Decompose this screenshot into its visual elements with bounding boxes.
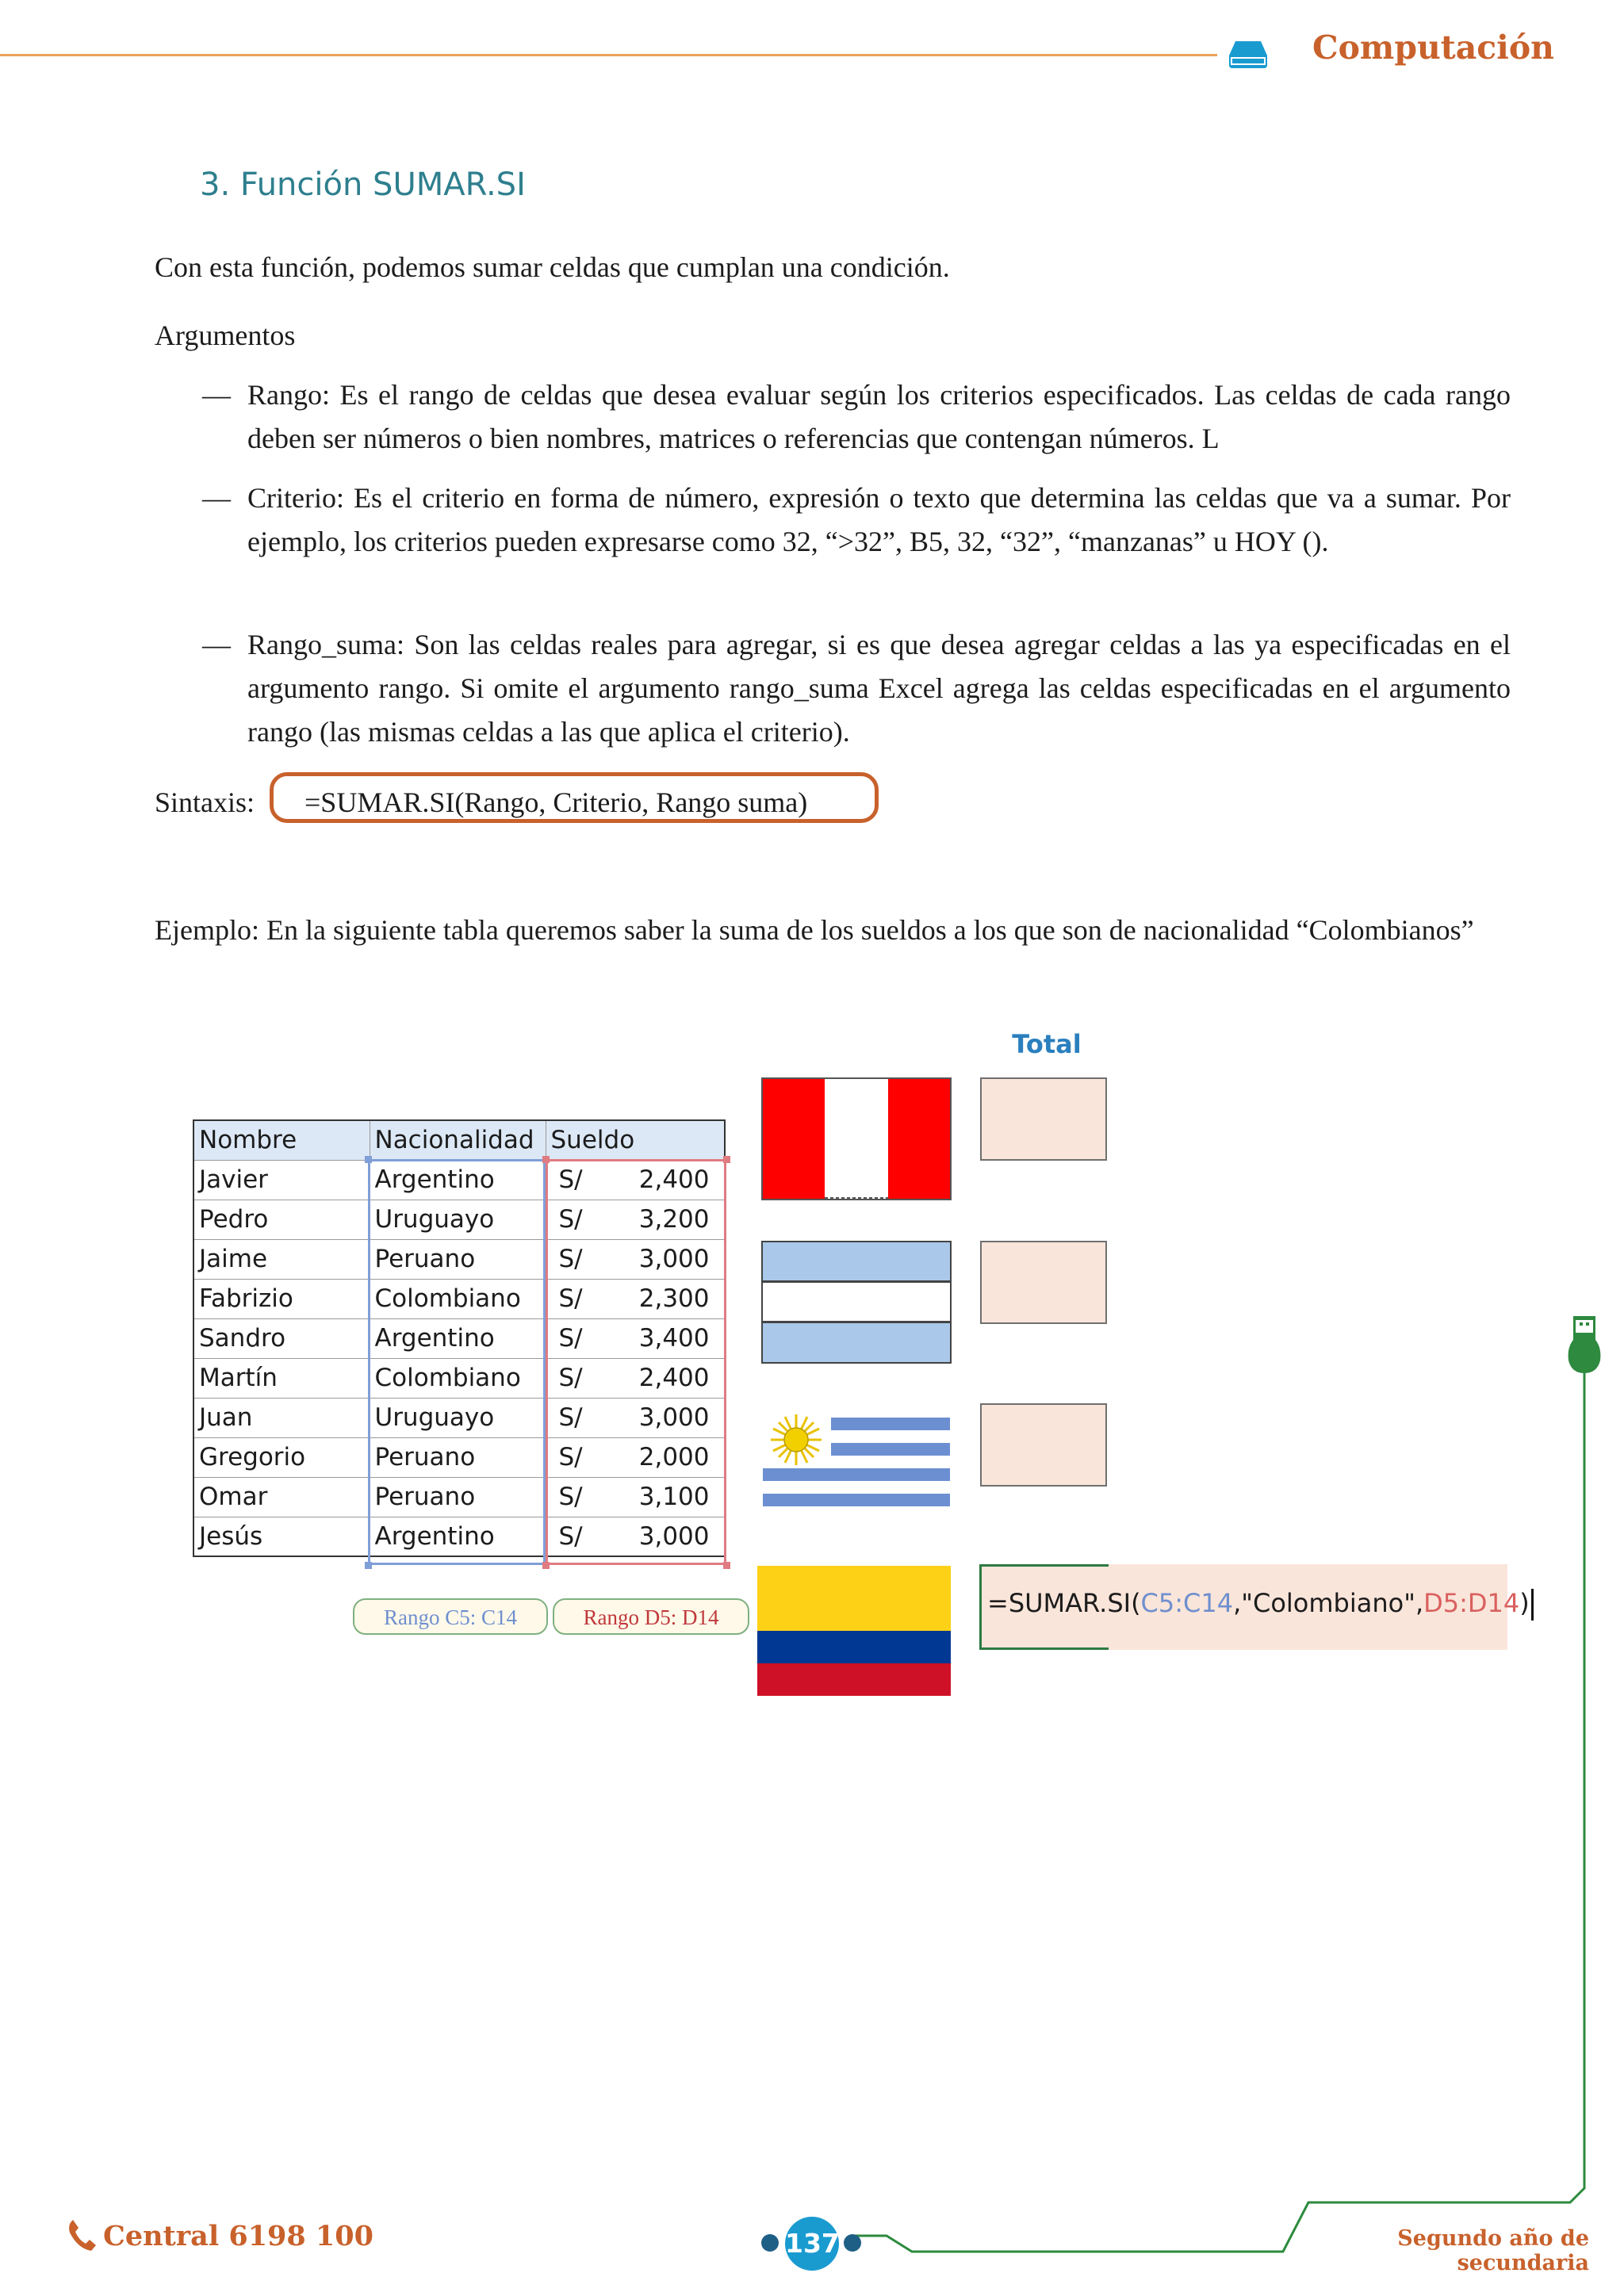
item-dash: — <box>202 629 231 660</box>
currency: S/ <box>558 1245 583 1273</box>
cell-nombre: Fabrizio <box>193 1279 370 1318</box>
cell-nacionalidad: Peruano <box>370 1239 546 1279</box>
cell-nombre: Juan <box>193 1398 370 1437</box>
formula-range-d: D5:D14 <box>1423 1588 1520 1618</box>
argumentos-label: Argumentos <box>155 320 296 351</box>
page-number: 137 <box>785 2217 839 2271</box>
cell-nombre: Jesús <box>193 1517 370 1556</box>
currency: S/ <box>558 1403 583 1432</box>
selection-handle <box>723 1562 730 1569</box>
cell-nombre: Omar <box>193 1477 370 1517</box>
total-cell-peru[interactable] <box>980 1077 1107 1161</box>
argument-item-criterio <box>202 476 1511 564</box>
flag-peru-icon <box>761 1077 952 1200</box>
cell-nombre: Pedro <box>193 1200 370 1239</box>
range-d5-d14-selection <box>546 1159 726 1565</box>
ejemplo-text: Ejemplo: En la siguiente tabla queremos saber la suma de los sueldos a los que son de nacionalidad “Colombianos” <box>155 914 1474 946</box>
cell-nombre: Martín <box>193 1358 370 1398</box>
drive-icon <box>1228 38 1269 70</box>
item-dash: — <box>202 482 231 514</box>
total-cell-uruguay[interactable] <box>980 1403 1107 1487</box>
cell-nacionalidad: Uruguayo <box>370 1200 546 1239</box>
header-nacionalidad: Nacionalidad <box>370 1120 546 1160</box>
flag-argentina-icon <box>761 1241 952 1364</box>
cell-nacionalidad: Colombiano <box>370 1358 546 1398</box>
page-dot-left <box>761 2234 779 2252</box>
currency: S/ <box>558 1443 583 1471</box>
amount: 3,100 <box>638 1483 710 1511</box>
amount: 3,400 <box>638 1324 710 1353</box>
total-cell-argentina[interactable] <box>980 1241 1107 1324</box>
header-title: Computación <box>1312 29 1554 67</box>
selection-handle <box>723 1156 730 1163</box>
range-label-blue: Rango C5: C14 <box>353 1598 548 1635</box>
footer-grade: Segundo año de secundaria <box>1397 2226 1589 2275</box>
currency: S/ <box>558 1364 583 1392</box>
total-label: Total <box>1012 1029 1082 1059</box>
item-text: Criterio: Es el criterio en forma de número, expresión o texto que determina las celdas que va a sumar. Por ejemplo, los criterios pueden expresarse como 32, “>32”, B5, 32, “32”, “manzanas” u HOY (). <box>247 482 1511 557</box>
amount: 3,000 <box>638 1245 710 1273</box>
cell-nacionalidad: Argentino <box>370 1160 546 1200</box>
cell-nacionalidad: Peruano <box>370 1437 546 1477</box>
item-text: Rango_suma: Son las celdas reales para agregar, si es que desea agregar celdas a las ya especificadas en el argumento rango. Si omite el argumento rango_suma Excel agrega las celdas especificadas en el argumento rango (las mismas celdas a las que aplica el criterio). <box>247 629 1511 748</box>
cell-nacionalidad: Argentino <box>370 1318 546 1358</box>
section-title: 3. Función SUMAR.SI <box>200 166 526 203</box>
amount: 3,200 <box>638 1205 710 1234</box>
currency: S/ <box>558 1521 583 1551</box>
flag-uruguay-icon <box>761 1403 952 1526</box>
formula-range-c: C5:C14 <box>1140 1588 1234 1618</box>
selection-handle <box>365 1562 372 1569</box>
amount: 2,300 <box>638 1284 710 1313</box>
header-nombre: Nombre <box>193 1120 370 1160</box>
argument-item-rango <box>202 373 1511 461</box>
amount: 2,400 <box>638 1364 710 1392</box>
cell-nacionalidad: Peruano <box>370 1477 546 1517</box>
amount: 3,000 <box>638 1403 710 1432</box>
sintaxis-formula: =SUMAR.SI(Rango, Criterio, Rango suma) <box>304 786 808 818</box>
amount: 2,000 <box>638 1443 710 1471</box>
page-dot-right <box>844 2234 861 2252</box>
header-rule <box>0 54 1217 56</box>
table-header-row <box>193 1120 725 1160</box>
selection-handle <box>542 1156 550 1163</box>
formula-suffix: ) <box>1519 1588 1530 1618</box>
cell-nombre: Sandro <box>193 1318 370 1358</box>
currency: S/ <box>558 1284 583 1313</box>
footer-phone: Central 6198 100 <box>103 2220 373 2252</box>
cell-nombre: Jaime <box>193 1239 370 1279</box>
phone-icon <box>67 2218 97 2252</box>
range-c5-c14-selection <box>368 1159 546 1565</box>
amount: 3,000 <box>638 1521 710 1551</box>
selection-handle <box>542 1562 550 1569</box>
intro-text: Con esta función, podemos sumar celdas que cumplan una condición. <box>155 251 950 283</box>
text-cursor <box>1531 1589 1534 1621</box>
cell-nombre: Javier <box>193 1160 370 1200</box>
cell-nacionalidad: Argentino <box>370 1517 546 1556</box>
cell-nombre: Gregorio <box>193 1437 370 1477</box>
item-text: Rango: Es el rango de celdas que desea evaluar según los criterios especificados. Las celdas de cada rango deben ser números o bien nombres, matrices o referencias que contengan números. L <box>247 379 1511 454</box>
flag-colombia-icon <box>757 1566 951 1696</box>
range-label-red: Rango D5: D14 <box>553 1598 749 1635</box>
selection-handle <box>365 1156 372 1163</box>
currency: S/ <box>558 1165 583 1194</box>
currency: S/ <box>558 1205 583 1234</box>
sintaxis-label: Sintaxis: <box>155 786 255 818</box>
sumar-si-formula[interactable] <box>987 1588 1534 1621</box>
formula-prefix: =SUMAR.SI( <box>987 1588 1141 1618</box>
header-sueldo: Sueldo <box>546 1120 725 1160</box>
cell-nacionalidad: Uruguayo <box>370 1398 546 1437</box>
cell-nacionalidad: Colombiano <box>370 1279 546 1318</box>
formula-criteria: ,"Colombiano", <box>1233 1588 1424 1618</box>
amount: 2,400 <box>638 1165 710 1194</box>
argument-item-rango-suma <box>202 623 1511 754</box>
currency: S/ <box>558 1324 583 1353</box>
item-dash: — <box>202 379 231 411</box>
currency: S/ <box>558 1483 583 1511</box>
